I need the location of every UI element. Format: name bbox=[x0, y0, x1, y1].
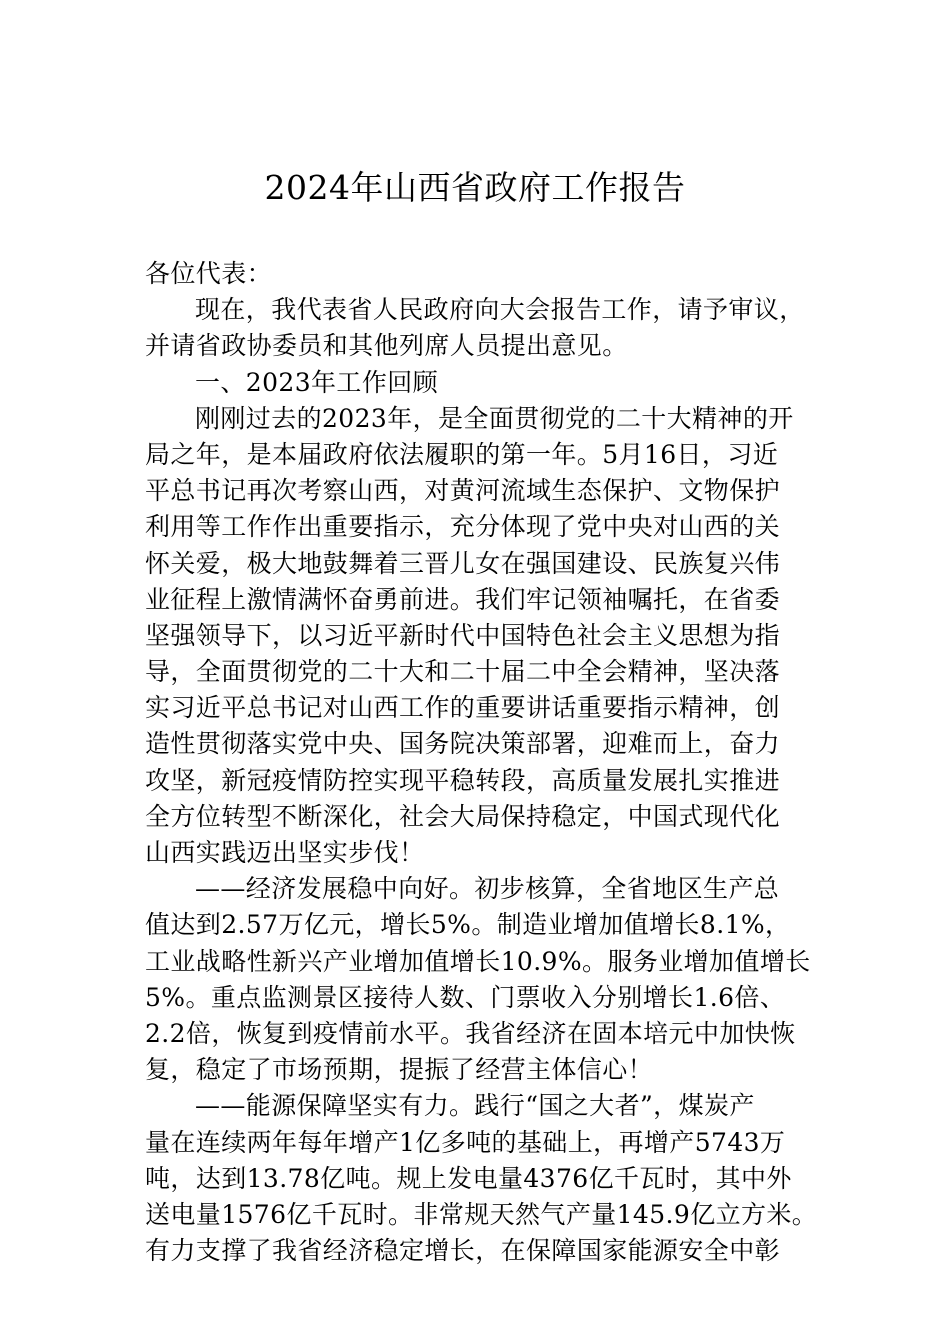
text-line: 吨，达到13.78亿吨。规上发电量4376亿千瓦时，其中外 bbox=[145, 1163, 792, 1193]
text-line: 一、2023年工作回顾 bbox=[195, 367, 439, 397]
text-line: 坚强领导下，以习近平新时代中国特色社会主义思想为指 bbox=[145, 620, 781, 650]
text-line: 利用等工作作出重要指示，充分体现了党中央对山西的关 bbox=[145, 512, 781, 542]
document-body bbox=[145, 256, 825, 1269]
text-line: ——经济发展稳中向好。初步核算，全省地区生产总 bbox=[195, 874, 780, 904]
text-line: 有力支撑了我省经济稳定增长，在保障国家能源安全中彰 bbox=[145, 1236, 781, 1266]
document-title: 2024年山西省政府工作报告 bbox=[264, 168, 686, 207]
text-line: 业征程上激情满怀奋勇前进。我们牢记领袖嘱托，在省委 bbox=[145, 584, 781, 614]
text-line: 复，稳定了市场预期，提振了经营主体信心！ bbox=[145, 1055, 654, 1085]
text-line: 现在，我代表省人民政府向大会报告工作，请予审议， bbox=[195, 295, 805, 325]
text-line: 怀关爱，极大地鼓舞着三晋儿女在强国建设、民族复兴伟 bbox=[145, 548, 781, 578]
text-line: 并请省政协委员和其他列席人员提出意见。 bbox=[145, 331, 628, 361]
text-line: 实习近平总书记对山西工作的重要讲话重要指示精神，创 bbox=[145, 693, 781, 723]
text-line: 2.2倍，恢复到疫情前水平。我省经济在固本培元中加快恢 bbox=[145, 1018, 796, 1048]
text-line: 全方位转型不断深化，社会大局保持稳定，中国式现代化 bbox=[145, 801, 781, 831]
text-line: ——能源保障坚实有力。践行“国之大者”，煤炭产 bbox=[195, 1091, 755, 1121]
text-line: 各位代表： bbox=[145, 259, 273, 288]
text-line: 局之年，是本届政府依法履职的第一年。5月16日，习近 bbox=[145, 439, 779, 469]
text-line: 造性贯彻落实党中央、国务院决策部署，迎难而上，奋力 bbox=[145, 729, 781, 759]
text-line: 量在连续两年每年增产1亿多吨的基础上，再增产5743万 bbox=[145, 1127, 786, 1157]
text-line: 导，全面贯彻党的二十大和二十届二中全会精神，坚决落 bbox=[145, 657, 781, 687]
text-line: 刚刚过去的2023年，是全面贯彻党的二十大精神的开 bbox=[195, 403, 794, 433]
text-line: 攻坚，新冠疫情防控实现平稳转段，高质量发展扎实推进 bbox=[145, 765, 781, 795]
text-line: 平总书记再次考察山西，对黄河流域生态保护、文物保护 bbox=[145, 476, 781, 506]
text-line: 山西实践迈出坚实步伐！ bbox=[145, 838, 425, 867]
text-line: 5%。重点监测景区接待人数、门票收入分别增长1.6倍、 bbox=[145, 982, 786, 1012]
text-line: 送电量1576亿千瓦时。非常规天然气产量145.9亿立方米。 bbox=[145, 1199, 818, 1229]
text-line: 工业战略性新兴产业增加值增长10.9%。服务业增加值增长 bbox=[145, 946, 811, 976]
text-line: 值达到2.57万亿元，增长5%。制造业增加值增长8.1%， bbox=[145, 910, 791, 940]
